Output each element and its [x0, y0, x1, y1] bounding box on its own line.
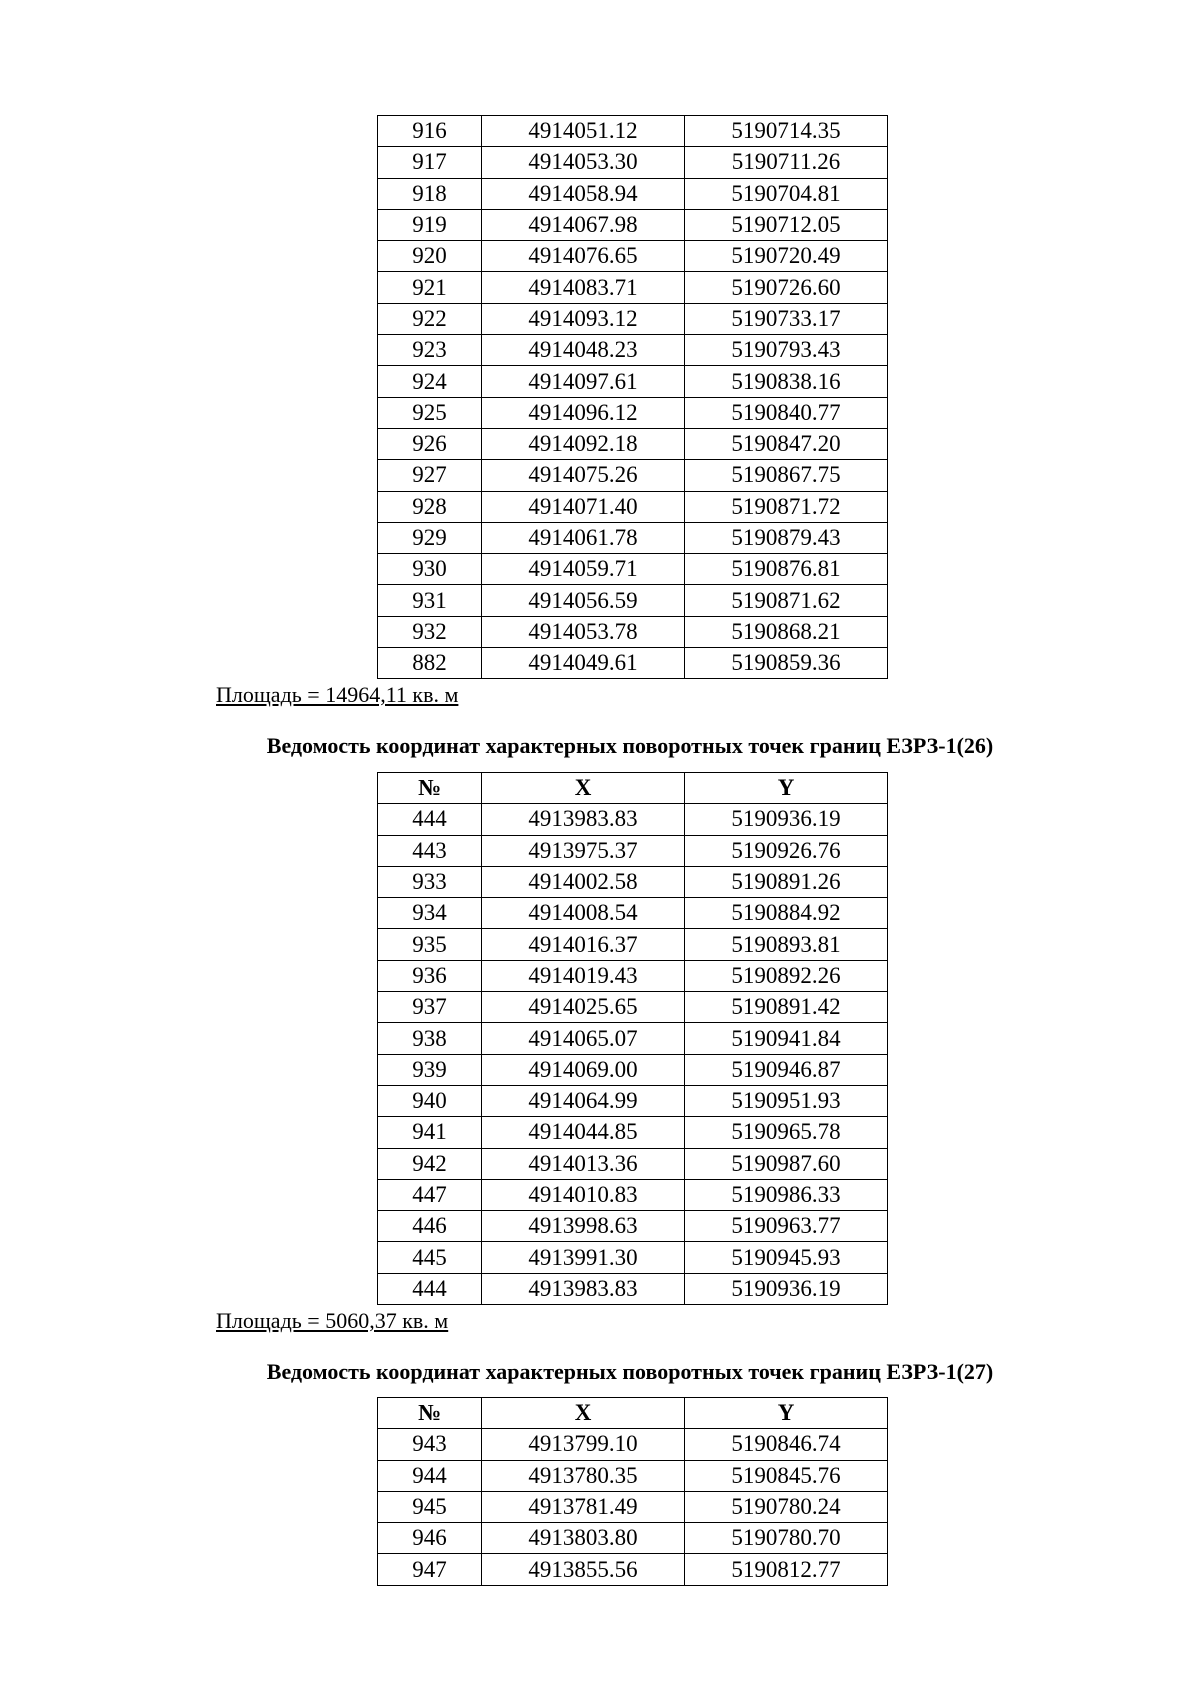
area-label: Площадь = 5060,37 кв. м	[216, 1308, 449, 1333]
x-coordinate: 4914019.43	[482, 960, 685, 991]
point-number: 938	[378, 1023, 482, 1054]
x-coordinate: 4914048.23	[482, 335, 685, 366]
x-coordinate: 4914058.94	[482, 178, 685, 209]
point-number: 933	[378, 866, 482, 897]
y-coordinate: 5190951.93	[685, 1085, 888, 1116]
table-row	[378, 616, 888, 647]
x-coordinate: 4913799.10	[482, 1429, 685, 1460]
x-coordinate: 4914092.18	[482, 428, 685, 459]
point-number: 926	[378, 428, 482, 459]
y-coordinate: 5190879.43	[685, 522, 888, 553]
point-number: 916	[378, 116, 482, 147]
x-coordinate: 4914067.98	[482, 209, 685, 240]
table-body	[378, 1429, 888, 1585]
x-coordinate: 4914071.40	[482, 491, 685, 522]
y-coordinate: 5190893.81	[685, 929, 888, 960]
y-coordinate: 5190936.19	[685, 1273, 888, 1304]
table-body	[378, 116, 888, 679]
y-coordinate: 5190867.75	[685, 460, 888, 491]
y-coordinate: 5190733.17	[685, 303, 888, 334]
column-header-number: №	[378, 1398, 482, 1429]
table-row	[378, 1085, 888, 1116]
table-row	[378, 1460, 888, 1491]
point-number: 443	[378, 835, 482, 866]
y-coordinate: 5190941.84	[685, 1023, 888, 1054]
column-header-y: Y	[685, 1398, 888, 1429]
point-number: 923	[378, 335, 482, 366]
table-row	[378, 554, 888, 585]
y-coordinate: 5190845.76	[685, 1460, 888, 1491]
x-coordinate: 4914016.37	[482, 929, 685, 960]
y-coordinate: 5190838.16	[685, 366, 888, 397]
table-row	[378, 585, 888, 616]
x-coordinate: 4914093.12	[482, 303, 685, 334]
y-coordinate: 5190714.35	[685, 116, 888, 147]
x-coordinate: 4914056.59	[482, 585, 685, 616]
table-row	[378, 1148, 888, 1179]
y-coordinate: 5190986.33	[685, 1179, 888, 1210]
x-coordinate: 4914008.54	[482, 898, 685, 929]
y-coordinate: 5190945.93	[685, 1242, 888, 1273]
table-row	[378, 428, 888, 459]
point-number: 940	[378, 1085, 482, 1116]
y-coordinate: 5190793.43	[685, 335, 888, 366]
point-number: 942	[378, 1148, 482, 1179]
point-number: 919	[378, 209, 482, 240]
y-coordinate: 5190711.26	[685, 147, 888, 178]
point-number: 946	[378, 1523, 482, 1554]
y-coordinate: 5190840.77	[685, 397, 888, 428]
point-number: 935	[378, 929, 482, 960]
y-coordinate: 5190780.24	[685, 1491, 888, 1522]
table-row	[378, 898, 888, 929]
point-number: 930	[378, 554, 482, 585]
point-number: 920	[378, 241, 482, 272]
table-row	[378, 241, 888, 272]
y-coordinate: 5190780.70	[685, 1523, 888, 1554]
point-number: 928	[378, 491, 482, 522]
point-number: 941	[378, 1117, 482, 1148]
y-coordinate: 5190847.20	[685, 428, 888, 459]
point-number: 927	[378, 460, 482, 491]
y-coordinate: 5190891.26	[685, 866, 888, 897]
y-coordinate: 5190946.87	[685, 1054, 888, 1085]
table-row	[378, 1554, 888, 1585]
x-coordinate: 4913855.56	[482, 1554, 685, 1585]
table-row	[378, 272, 888, 303]
y-coordinate: 5190712.05	[685, 209, 888, 240]
point-number: 934	[378, 898, 482, 929]
x-coordinate: 4914025.65	[482, 992, 685, 1023]
table-row	[378, 804, 888, 835]
y-coordinate: 5190871.62	[685, 585, 888, 616]
y-coordinate: 5190963.77	[685, 1211, 888, 1242]
y-coordinate: 5190936.19	[685, 804, 888, 835]
x-coordinate: 4914065.07	[482, 1023, 685, 1054]
x-coordinate: 4914059.71	[482, 554, 685, 585]
y-coordinate: 5190871.72	[685, 491, 888, 522]
x-coordinate: 4914069.00	[482, 1054, 685, 1085]
point-number: 944	[378, 1460, 482, 1491]
point-number: 918	[378, 178, 482, 209]
table-row	[378, 460, 888, 491]
y-coordinate: 5190884.92	[685, 898, 888, 929]
section-heading: Ведомость координат характерных поворотных точек границ ЕЗРЗ-1(26)	[266, 733, 994, 758]
y-coordinate: 5190704.81	[685, 178, 888, 209]
table-row	[378, 522, 888, 553]
area-label: Площадь = 14964,11 кв. м	[216, 682, 459, 707]
table-row	[378, 1023, 888, 1054]
x-coordinate: 4914002.58	[482, 866, 685, 897]
y-coordinate: 5190812.77	[685, 1554, 888, 1585]
point-number: 943	[378, 1429, 482, 1460]
point-number: 444	[378, 1273, 482, 1304]
x-coordinate: 4913781.49	[482, 1491, 685, 1522]
x-coordinate: 4913983.83	[482, 1273, 685, 1304]
column-header-x: X	[482, 773, 685, 804]
point-number: 925	[378, 397, 482, 428]
table-row	[378, 992, 888, 1023]
table-row	[378, 178, 888, 209]
header-row	[378, 773, 888, 804]
column-header-y: Y	[685, 773, 888, 804]
x-coordinate: 4914083.71	[482, 272, 685, 303]
y-coordinate: 5190891.42	[685, 992, 888, 1023]
x-coordinate: 4914051.12	[482, 116, 685, 147]
coordinates-table-continued	[377, 115, 888, 679]
y-coordinate: 5190965.78	[685, 1117, 888, 1148]
table-row	[378, 116, 888, 147]
x-coordinate: 4914044.85	[482, 1117, 685, 1148]
table-row	[378, 835, 888, 866]
table-row	[378, 960, 888, 991]
point-number: 447	[378, 1179, 482, 1210]
table-header	[378, 773, 888, 804]
y-coordinate: 5190876.81	[685, 554, 888, 585]
x-coordinate: 4914097.61	[482, 366, 685, 397]
point-number: 444	[378, 804, 482, 835]
table-row	[378, 1491, 888, 1522]
point-number: 932	[378, 616, 482, 647]
point-number: 917	[378, 147, 482, 178]
x-coordinate: 4914076.65	[482, 241, 685, 272]
x-coordinate: 4914010.83	[482, 1179, 685, 1210]
header-row	[378, 1398, 888, 1429]
x-coordinate: 4913991.30	[482, 1242, 685, 1273]
y-coordinate: 5190868.21	[685, 616, 888, 647]
table-row	[378, 1179, 888, 1210]
table-row	[378, 366, 888, 397]
table-row	[378, 491, 888, 522]
table-row	[378, 1429, 888, 1460]
point-number: 924	[378, 366, 482, 397]
point-number: 922	[378, 303, 482, 334]
y-coordinate: 5190987.60	[685, 1148, 888, 1179]
table-row	[378, 1054, 888, 1085]
x-coordinate: 4913780.35	[482, 1460, 685, 1491]
table-row	[378, 1523, 888, 1554]
point-number: 882	[378, 648, 482, 679]
y-coordinate: 5190892.26	[685, 960, 888, 991]
coordinates-table-ezrz-26	[377, 772, 888, 1305]
table-body	[378, 804, 888, 1305]
y-coordinate: 5190720.49	[685, 241, 888, 272]
table-row	[378, 929, 888, 960]
table-row	[378, 648, 888, 679]
point-number: 929	[378, 522, 482, 553]
x-coordinate: 4914049.61	[482, 648, 685, 679]
point-number: 947	[378, 1554, 482, 1585]
table-row	[378, 303, 888, 334]
point-number: 936	[378, 960, 482, 991]
table-row	[378, 397, 888, 428]
x-coordinate: 4914064.99	[482, 1085, 685, 1116]
point-number: 937	[378, 992, 482, 1023]
x-coordinate: 4914053.78	[482, 616, 685, 647]
y-coordinate: 5190726.60	[685, 272, 888, 303]
section-heading: Ведомость координат характерных поворотных точек границ ЕЗРЗ-1(27)	[266, 1359, 994, 1384]
table-row	[378, 335, 888, 366]
table-row	[378, 1242, 888, 1273]
table-row	[378, 1211, 888, 1242]
point-number: 945	[378, 1491, 482, 1522]
x-coordinate: 4913998.63	[482, 1211, 685, 1242]
x-coordinate: 4913983.83	[482, 804, 685, 835]
table-row	[378, 209, 888, 240]
table-row	[378, 866, 888, 897]
point-number: 939	[378, 1054, 482, 1085]
x-coordinate: 4914013.36	[482, 1148, 685, 1179]
x-coordinate: 4913975.37	[482, 835, 685, 866]
point-number: 446	[378, 1211, 482, 1242]
x-coordinate: 4914096.12	[482, 397, 685, 428]
x-coordinate: 4913803.80	[482, 1523, 685, 1554]
table-row	[378, 1273, 888, 1304]
coordinates-table-ezrz-27	[377, 1397, 888, 1586]
table-row	[378, 1117, 888, 1148]
column-header-x: X	[482, 1398, 685, 1429]
column-header-number: №	[378, 773, 482, 804]
x-coordinate: 4914061.78	[482, 522, 685, 553]
y-coordinate: 5190859.36	[685, 648, 888, 679]
table-header	[378, 1398, 888, 1429]
x-coordinate: 4914053.30	[482, 147, 685, 178]
x-coordinate: 4914075.26	[482, 460, 685, 491]
point-number: 445	[378, 1242, 482, 1273]
point-number: 931	[378, 585, 482, 616]
point-number: 921	[378, 272, 482, 303]
y-coordinate: 5190846.74	[685, 1429, 888, 1460]
y-coordinate: 5190926.76	[685, 835, 888, 866]
table-row	[378, 147, 888, 178]
